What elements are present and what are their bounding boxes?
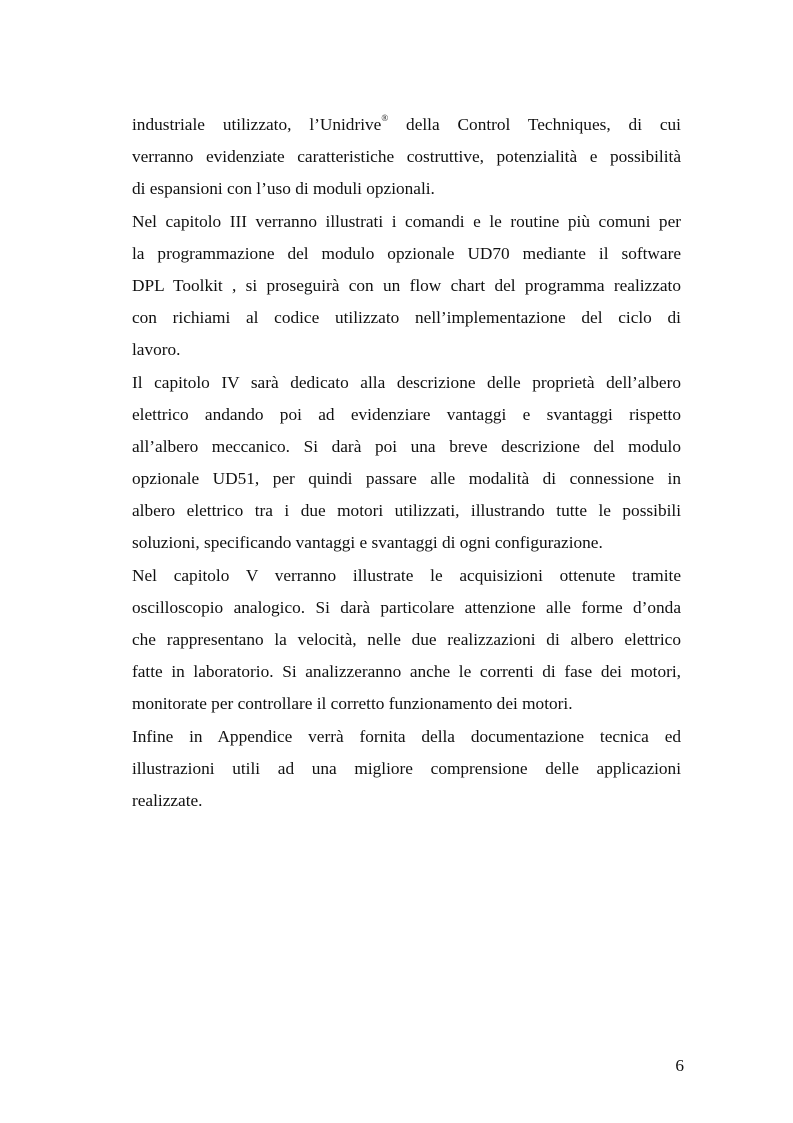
- paragraph-line: all’albero meccanico. Si darà poi una breve descrizione del modulo: [132, 436, 681, 456]
- registered-trademark-mark: ®: [381, 113, 389, 123]
- paragraph-2: [132, 206, 681, 367]
- paragraph-line: monitorate per controllare il corretto funzionamento dei motori.: [132, 694, 573, 714]
- paragraph-line: realizzate.: [132, 790, 203, 810]
- body-text: [132, 109, 681, 817]
- paragraph-5: [132, 721, 681, 818]
- paragraph-line: elettrico andando poi ad evidenziare vantaggi e svantaggi rispetto: [132, 404, 681, 424]
- paragraph-line: industriale utilizzato, l’Unidrive® della Control Techniques, di cui: [132, 113, 681, 134]
- paragraph-line: che rappresentano la velocità, nelle due realizzazioni di albero elettrico: [132, 630, 681, 649]
- paragraph-line: di espansioni con l’uso di moduli opzionali.: [132, 179, 435, 199]
- paragraph-line: DPL Toolkit , si proseguirà con un flow chart del programma realizzato: [132, 275, 681, 295]
- paragraph-line: Nel capitolo III verranno illustrati i comandi e le routine più comuni per: [132, 211, 681, 231]
- paragraph-line: oscilloscopio analogico. Si darà particolare attenzione alle forme d’onda: [132, 597, 681, 617]
- paragraph-line: Infine in Appendice verrà fornita della documentazione tecnica ed: [132, 726, 681, 746]
- paragraph-line: opzionale UD51, per quindi passare alle modalità di connessione in: [132, 469, 681, 489]
- page-number: 6: [675, 1056, 684, 1075]
- paragraph-line: lavoro.: [132, 340, 181, 360]
- paragraph-line: la programmazione del modulo opzionale UD70 mediante il software: [132, 243, 681, 263]
- paragraph-line: albero elettrico tra i due motori utilizzati, illustrando tutte le possibili: [132, 501, 681, 521]
- paragraph-line: verranno evidenziate caratteristiche costruttive, potenzialità e possibilità: [132, 147, 681, 167]
- paragraph-line: Nel capitolo V verranno illustrate le acquisizioni ottenute tramite: [132, 565, 681, 585]
- paragraph-line: illustrazioni utili ad una migliore comprensione delle applicazioni: [132, 758, 681, 778]
- paragraph-line: Il capitolo IV sarà dedicato alla descrizione delle proprietà dell’albero: [132, 372, 681, 392]
- paragraph-line: con richiami al codice utilizzato nell’implementazione del ciclo di: [132, 308, 681, 328]
- paragraph-line: fatte in laboratorio. Si analizzeranno anche le correnti di fase dei motori,: [132, 662, 681, 682]
- paragraph-1: [132, 109, 681, 206]
- paragraph-3: [132, 367, 681, 560]
- paragraph-4: [132, 560, 681, 721]
- paragraph-line: soluzioni, specificando vantaggi e svantaggi di ogni configurazione.: [132, 533, 603, 553]
